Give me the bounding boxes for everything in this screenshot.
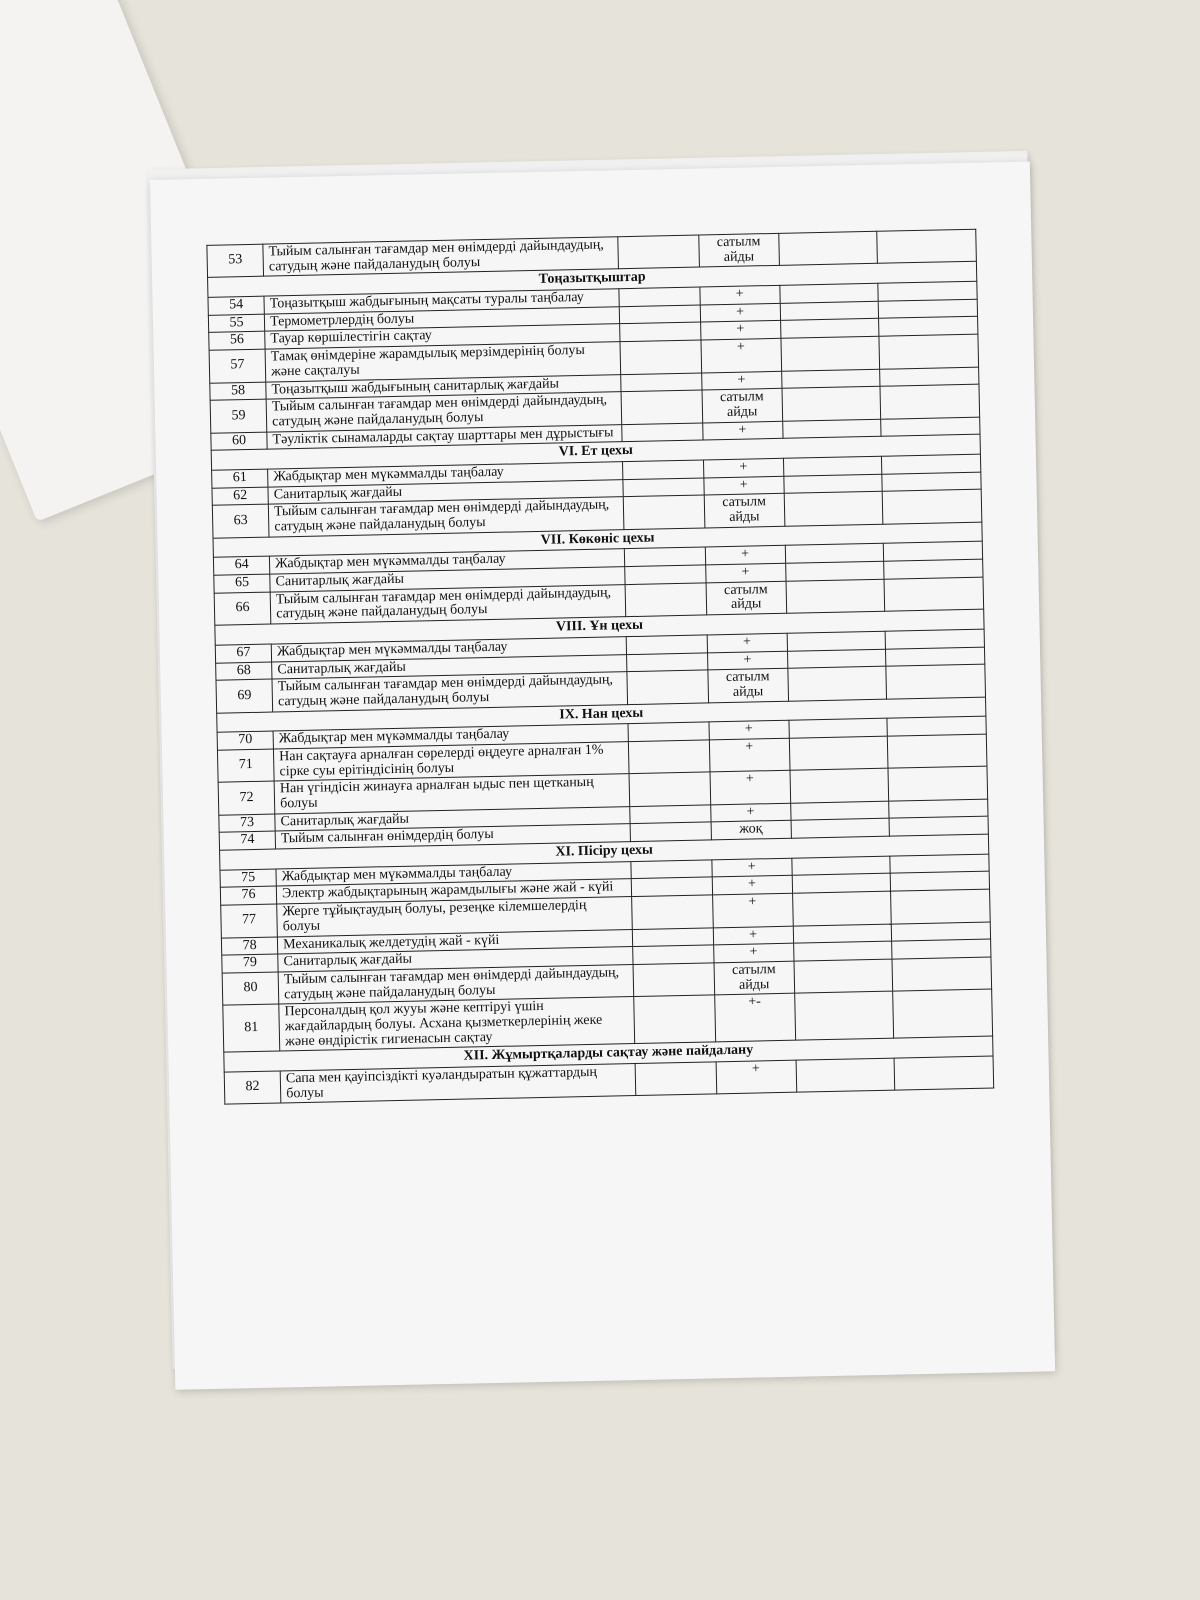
empty-cell xyxy=(796,1058,895,1092)
empty-cell xyxy=(632,927,713,946)
requirement-text: Жабдықтар мен мүкәммалды таңбалау xyxy=(276,861,631,886)
row-number: 75 xyxy=(220,869,276,888)
requirement-text: Тамақ өнімдеріне жарамдылық мерзімдерінің болуы және сақталуы xyxy=(265,342,620,382)
empty-cell xyxy=(881,417,980,437)
empty-cell xyxy=(625,583,707,617)
row-number: 80 xyxy=(222,972,279,1006)
requirement-text: Жерге тұйықтаудың болуы, резеңке кілемшелердің болуы xyxy=(277,897,632,937)
requirement-text: Сапа мен қауіпсіздікті куәландыратын құжаттардың болуы xyxy=(280,1064,635,1104)
empty-cell xyxy=(884,577,983,611)
checklist-table xyxy=(206,229,994,1105)
empty-cell xyxy=(889,816,988,836)
result-mark: + xyxy=(712,893,793,927)
requirement-text: Термометрлердің болуы xyxy=(264,306,619,331)
result-mark: + xyxy=(705,546,786,565)
empty-cell xyxy=(621,390,703,424)
empty-cell xyxy=(783,456,882,476)
requirement-text: Тыйым салынған өнімдердің болуы xyxy=(275,824,630,849)
row-number: 72 xyxy=(218,781,275,815)
row-number: 64 xyxy=(213,556,269,575)
requirement-text: Тауар көршілестігін сақтау xyxy=(265,324,620,349)
empty-cell xyxy=(787,631,886,651)
requirement-text: Тыйым салынған тағамдар мен өнімдерді дайындаудың, сатудың және пайдаланудың болуы xyxy=(263,237,618,277)
result-mark: сатылм айды xyxy=(714,961,795,995)
empty-cell xyxy=(879,334,978,368)
result-mark: + xyxy=(703,458,784,477)
empty-cell xyxy=(790,768,889,802)
requirement-text: Нан сақтауға арналған сөрелерді өңдеуге арналған 1% сірке суы ерітіндісінің болуы xyxy=(274,742,629,782)
row-number: 58 xyxy=(210,382,266,401)
row-number: 62 xyxy=(212,487,268,506)
requirement-text: Санитарлық жағдайы xyxy=(275,806,630,831)
empty-cell xyxy=(792,874,891,894)
requirement-text: Тыйым салынған тағамдар мен өнімдерді дайындаудың, сатудың және пайдаланудың болуы xyxy=(278,964,633,1004)
section-title: IX. Нан цехы xyxy=(217,697,986,733)
result-mark: + xyxy=(707,633,788,652)
requirement-text: Жабдықтар мен мүкәммалды таңбалау xyxy=(268,462,623,487)
empty-cell xyxy=(791,801,890,821)
row-number: 68 xyxy=(216,662,272,681)
result-mark: сатылм айды xyxy=(702,389,783,423)
empty-cell xyxy=(633,995,715,1044)
result-mark: +- xyxy=(714,993,795,1042)
empty-cell xyxy=(626,652,707,671)
result-mark: + xyxy=(702,421,783,440)
empty-cell xyxy=(892,957,991,991)
row-number: 73 xyxy=(219,814,275,833)
requirement-text: Механикалық желдетудің жай - күйі xyxy=(277,929,632,954)
result-mark: + xyxy=(701,338,782,372)
empty-cell xyxy=(880,384,979,418)
requirement-text: Тыйым салынған тағамдар мен өнімдерді дайындаудың, сатудың және пайдаланудың болуы xyxy=(266,392,621,432)
result-mark: + xyxy=(710,803,791,822)
empty-cell xyxy=(630,860,711,879)
empty-cell xyxy=(789,718,888,738)
empty-cell xyxy=(887,716,986,736)
empty-cell xyxy=(880,367,979,387)
result-mark: + xyxy=(701,371,782,390)
empty-cell xyxy=(884,559,983,579)
row-number: 74 xyxy=(219,831,275,850)
row-number: 55 xyxy=(208,314,264,333)
result-mark: + xyxy=(713,943,794,962)
empty-cell xyxy=(629,805,710,824)
result-mark: жоқ xyxy=(711,821,792,840)
requirement-text: Санитарлық жағдайы xyxy=(268,479,623,504)
result-mark: + xyxy=(705,563,786,582)
empty-cell xyxy=(785,561,884,581)
empty-cell xyxy=(619,322,700,341)
empty-cell xyxy=(893,989,993,1038)
empty-cell xyxy=(621,423,702,442)
requirement-text: Санитарлық жағдайы xyxy=(270,567,625,592)
row-number: 63 xyxy=(212,504,269,538)
empty-cell xyxy=(877,229,976,263)
empty-cell xyxy=(635,1062,717,1096)
section-title: XII. Жұмыртқаларды сақтау және пайдалану xyxy=(224,1036,993,1072)
empty-cell xyxy=(879,317,978,337)
empty-cell xyxy=(878,281,977,301)
result-mark: + xyxy=(711,858,792,877)
empty-cell xyxy=(786,579,885,613)
empty-cell xyxy=(626,670,708,704)
row-number: 76 xyxy=(220,886,276,905)
row-number: 60 xyxy=(211,432,267,451)
result-mark: + xyxy=(700,321,781,340)
empty-cell xyxy=(888,766,987,800)
requirement-text: Тәуліктік сынамаларды сақтау шарттары мен дұрыстығы xyxy=(267,424,622,449)
result-mark: сатылм айды xyxy=(707,668,788,702)
section-title: VIII. Ұн цехы xyxy=(215,609,984,645)
empty-cell xyxy=(889,799,988,819)
empty-cell xyxy=(618,287,699,306)
empty-cell xyxy=(787,649,886,669)
empty-cell xyxy=(626,635,707,654)
empty-cell xyxy=(622,478,703,497)
row-number: 77 xyxy=(221,904,278,938)
section-title: VII. Көкөніс цехы xyxy=(213,522,982,558)
row-number: 54 xyxy=(208,296,264,315)
empty-cell xyxy=(628,740,710,774)
empty-cell xyxy=(780,283,879,303)
empty-cell xyxy=(781,369,880,389)
empty-cell xyxy=(619,340,701,374)
empty-cell xyxy=(886,647,985,667)
empty-cell xyxy=(783,419,882,439)
empty-cell xyxy=(891,889,990,923)
requirement-text: Электр жабдықтарының жарамдылығы және жай - күйі xyxy=(276,879,631,904)
row-number: 81 xyxy=(223,1004,280,1052)
result-mark: + xyxy=(700,303,781,322)
empty-cell xyxy=(782,386,881,420)
empty-cell xyxy=(891,872,990,892)
empty-cell xyxy=(627,722,708,741)
empty-cell xyxy=(892,939,991,959)
row-number: 71 xyxy=(217,749,274,783)
empty-cell xyxy=(631,895,713,929)
empty-cell xyxy=(630,822,711,841)
row-number: 78 xyxy=(221,936,277,955)
empty-cell xyxy=(886,664,985,698)
row-number: 65 xyxy=(214,574,270,593)
requirement-text: Санитарлық жағдайы xyxy=(272,654,627,679)
section-title: XI. Пісіру цехы xyxy=(220,834,989,870)
section-title: VI. Ет цехы xyxy=(211,434,980,470)
empty-cell xyxy=(884,542,983,562)
empty-cell xyxy=(779,231,878,265)
section-title: Тоңазытқыштар xyxy=(208,262,977,298)
empty-cell xyxy=(885,629,984,649)
result-mark: + xyxy=(707,651,788,670)
empty-cell xyxy=(620,372,701,391)
empty-cell xyxy=(879,299,978,319)
empty-cell xyxy=(622,460,703,479)
result-mark: + xyxy=(709,720,790,739)
row-number: 61 xyxy=(212,469,268,488)
empty-cell xyxy=(619,305,700,324)
empty-cell xyxy=(780,319,879,339)
empty-cell xyxy=(792,856,891,876)
empty-cell xyxy=(882,472,981,492)
row-number: 79 xyxy=(222,954,278,973)
empty-cell xyxy=(795,991,895,1040)
empty-cell xyxy=(890,854,989,874)
requirement-text: Жабдықтар мен мүкәммалды таңбалау xyxy=(270,549,625,574)
row-number: 56 xyxy=(209,332,265,351)
empty-cell xyxy=(633,963,715,997)
empty-cell xyxy=(883,489,982,523)
empty-cell xyxy=(629,772,711,806)
result-mark: + xyxy=(716,1060,797,1094)
empty-cell xyxy=(882,454,981,474)
row-number: 67 xyxy=(215,644,271,663)
empty-cell xyxy=(781,336,880,370)
row-number: 57 xyxy=(209,349,266,383)
empty-cell xyxy=(794,959,893,993)
row-number: 59 xyxy=(210,399,267,433)
requirement-text: Тыйым салынған тағамдар мен өнімдерді дайындаудың, сатудың және пайдаланудың болуы xyxy=(272,672,627,712)
row-number: 69 xyxy=(216,679,273,713)
empty-cell xyxy=(888,734,987,768)
requirement-text: Нан үгіндісін жинауға арналған ыдыс пен щетканың болуы xyxy=(274,774,629,814)
document-page xyxy=(150,162,1055,1390)
requirement-text: Тыйым салынған тағамдар мен өнімдерді дайындаудың, сатудың және пайдаланудың болуы xyxy=(268,497,623,537)
empty-cell xyxy=(785,544,884,564)
empty-cell xyxy=(780,301,879,321)
result-mark: + xyxy=(709,738,790,772)
empty-cell xyxy=(617,235,699,269)
empty-cell xyxy=(788,666,887,700)
empty-cell xyxy=(624,565,705,584)
empty-cell xyxy=(789,736,888,770)
requirement-text: Персоналдың қол жууы және кептіруі үшін жағдайлардың болуы. Асхана қызметкерлерінің жеке және өндірістік гигиенасын сақтау xyxy=(279,997,634,1051)
requirement-text: Тоңазытқыш жабдығының санитарлық жағдайы xyxy=(266,374,621,399)
row-number: 53 xyxy=(207,244,264,278)
result-mark: сатылм айды xyxy=(706,581,787,615)
result-mark: + xyxy=(703,476,784,495)
empty-cell xyxy=(624,547,705,566)
row-number: 66 xyxy=(214,592,271,626)
result-mark: сатылм айды xyxy=(698,233,779,267)
empty-cell xyxy=(784,492,883,526)
row-number: 82 xyxy=(224,1071,281,1105)
requirement-text: Жабдықтар мен мүкәммалды таңбалау xyxy=(273,724,628,749)
empty-cell xyxy=(623,495,705,529)
requirement-text: Санитарлық жағдайы xyxy=(278,947,633,972)
empty-cell xyxy=(792,891,891,925)
result-mark: + xyxy=(712,876,793,895)
requirement-text: Тоңазытқыш жабдығының мақсаты туралы таңбалау xyxy=(264,289,619,314)
result-mark: + xyxy=(713,926,794,945)
result-mark: сатылм айды xyxy=(704,494,785,528)
checklist-body xyxy=(207,229,994,1104)
empty-cell xyxy=(632,945,713,964)
empty-cell xyxy=(791,819,890,839)
requirement-text: Жабдықтар мен мүкәммалды таңбалау xyxy=(271,636,626,661)
empty-cell xyxy=(793,941,892,961)
empty-cell xyxy=(793,924,892,944)
empty-cell xyxy=(892,922,991,942)
requirement-text: Тыйым салынған тағамдар мен өнімдерді дайындаудың, сатудың және пайдаланудың болуы xyxy=(270,584,625,624)
empty-cell xyxy=(784,474,883,494)
empty-cell xyxy=(894,1056,993,1090)
result-mark: + xyxy=(699,285,780,304)
empty-cell xyxy=(631,877,712,896)
result-mark: + xyxy=(710,771,791,805)
row-number: 70 xyxy=(217,731,273,750)
